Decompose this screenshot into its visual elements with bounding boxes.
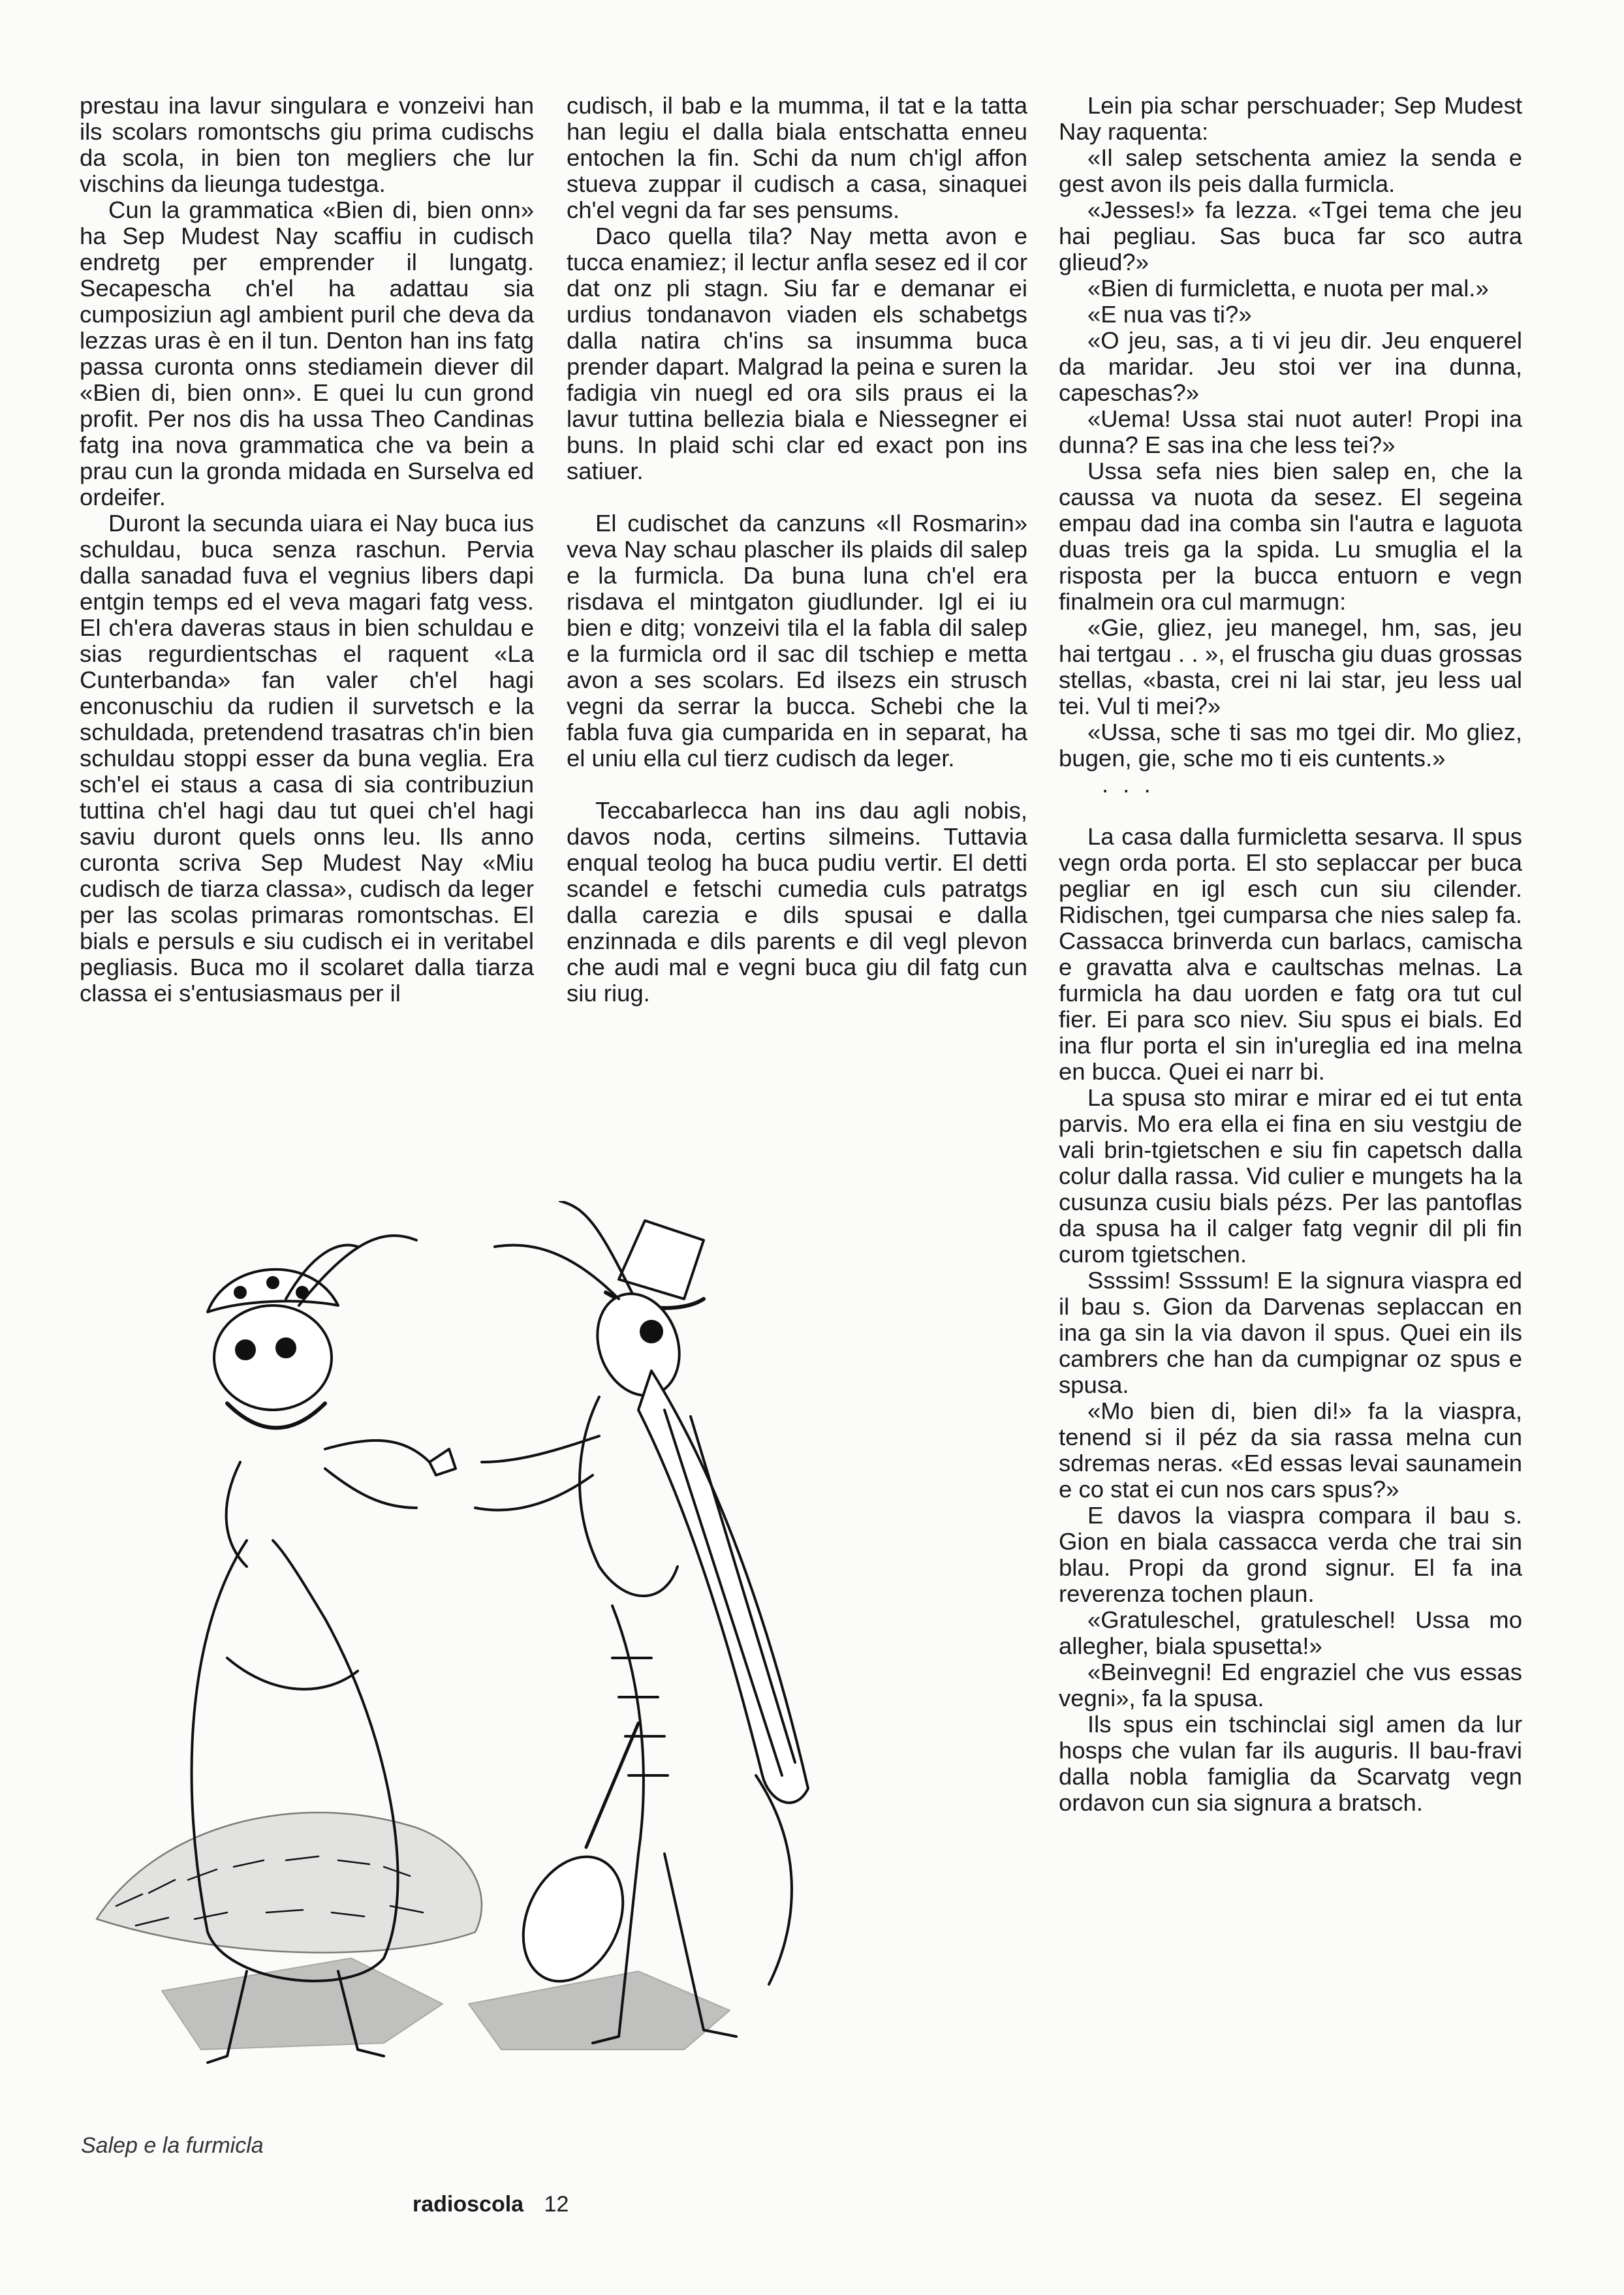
paragraph-spacer	[567, 772, 1027, 798]
paragraph: E davos la viaspra compara il bau s. Gion en biala cassacca verda che trai sin blau. Propi da grond signur. El fa ina reverenza tochen plaun.	[1059, 1502, 1522, 1607]
paragraph-spacer	[1059, 798, 1522, 824]
paragraph: La casa dalla furmicletta sesarva. Il spus vegn orda porta. El sto seplaccar per buca pegliar en igl esch cun siu cilender. Ridischen, tgei cumparsa che nies salep fa. Cassacca brinverda cun barlacs, camischa e gravatta alva e caultschas melnas. La furmicla ha dau uorden e fatg ora tut cul fier. Ei para sco niev. Siu spus ei bials. Ed ina flur porta el sin in'ureglia ed ina melna en bucca. Quei ei narr bi.	[1059, 823, 1522, 1085]
paragraph: «O jeu, sas, a ti vi jeu dir. Jeu enquerel da maridar. Jeu stoi ver ina dunna, capeschas?»	[1059, 327, 1522, 406]
illustration-grasshopper-and-ant	[77, 1201, 926, 2095]
leaf-pile	[97, 1813, 482, 1953]
paragraph-spacer	[567, 484, 1027, 510]
ellipsis-separator: . . .	[1102, 771, 1155, 798]
paragraph: La spusa sto mirar e mirar ed ei tut enta parvis. Mo era ella ei fina en siu vestgiu de vali brin-tgietschen e siu fin capetsch dalla colur dalla rassa. Vid culier e mungets ha la cusunza cusiu bials pézs. Per las pantoflas da spusa ha il calger fatg vegnir dil pli fin curom tgietschen.	[1059, 1084, 1522, 1268]
paragraph: «Uema! Ussa stai nuot auter! Propi ina dunna? E sas ina che less tei?»	[1059, 405, 1522, 458]
paragraph: Lein pia schar perschuader; Sep Mudest Nay raquenta:	[1059, 92, 1522, 145]
paragraph: prestau ina lavur singulara e vonzeivi han ils scolars romontschs giu prima cudischs da scola, in bien ton megliers che lur vischins da lieunga tudestga.	[80, 92, 534, 197]
text-column-left	[80, 93, 534, 1007]
paragraph: «Jesses!» fa lezza. «Tgei tema che jeu hai pegliau. Sas buca far sco autra glieud?»	[1059, 196, 1522, 275]
page-footer	[413, 2192, 569, 2217]
text-column-middle	[567, 93, 1027, 1007]
paragraph: «Ussa, sche ti sas mo tgei dir. Mo gliez, bugen, gie, sche mo ti eis cuntents.»	[1059, 719, 1522, 772]
page-number: 12	[544, 2192, 569, 2217]
magazine-name: radioscola	[413, 2192, 524, 2217]
text-column-right	[1059, 93, 1522, 1816]
illustration-caption: Salep e la furmicla	[81, 2133, 264, 2158]
paragraph: «Bien di furmicletta, e nuota per mal.»	[1087, 275, 1489, 302]
grasshopper-groom-figure	[475, 1201, 808, 2043]
paragraph: Ussa sefa nies bien salep en, che la caussa va nuota da sesez. El segeina empau dad ina comba sin l'autra e laguota duas treis ga la spida. Lu smuglia el la risposta per la bucca entuorn e vegn finalmein ora cul marmugn:	[1059, 458, 1522, 615]
paragraph: El cudischet da canzuns «Il Rosmarin» veva Nay schau plascher ils plaids dil salep e la furmicla. Da buna luna ch'el era risdava el mintgaton giudlunder. Igl ei iu bien e ditg; vonzeivi tila el la fabla dil salep e la furmicla ord il sac dil tschiep e metta avon a ses scolars. Ed ilsezs ein strusch vegni da serrar la bucca. Schebi che la fabla fuva gia cumparida en in separat, ha el uniu ella cul tierz cudisch da leger.	[567, 510, 1027, 772]
paragraph: Teccabarlecca han ins dau agli nobis, davos noda, certins silmeins. Tuttavia enqual teolog ha buca pudiu vertir. El detti scandel e fetschi cumedia culs patratgs dalla carezia e dils spusai e dalla enzinnada e dils parents e dil vegl plevon che audi mal e vegni buca giu dil fatg cun siu riug.	[567, 797, 1027, 1007]
paragraph: «Il salep setschenta amiez la senda e gest avon ils peis dalla furmicla.	[1059, 144, 1522, 197]
paragraph: «Beinvegni! Ed engraziel che vus essas vegni», fa la spusa.	[1059, 1659, 1522, 1711]
paragraph: «Mo bien di, bien di!» fa la viaspra, tenend si il péz da sia rassa melna cun sdremas neras. «Ed essas levai saunamein e co stat ei cun nos cars spus?»	[1059, 1397, 1522, 1503]
paragraph: cudisch, il bab e la mumma, il tat e la tatta han legiu el dalla biala entschatta enneu entochen la fin. Schi da num ch'igl affon stueva zuppar il cudisch a casa, sinaquei ch'el vegni da far ses pensums.	[567, 92, 1027, 223]
paragraph: «Gratuleschel, gratuleschel! Ussa mo allegher, biala spusetta!»	[1059, 1606, 1522, 1659]
paragraph: Ssssim! Ssssum! E la signura viaspra ed il bau s. Gion da Darvenas seplaccan en ina ga sin la via davon il spus. Quei ein ils cambrers che han da cumpignar oz spus e spusa.	[1059, 1267, 1522, 1398]
paragraph: Duront la secunda uiara ei Nay buca ius schuldau, buca senza raschun. Pervia dalla sanadad fuva el vegnius libers dapi entgin temps ed el veva magari fatg vess. El ch'era daveras staus in bien schuldau e sias regurdientschas el raquent «La Cunterbanda» fan valer ch'el hagi enconuschiu da rudien il survetsch e la schuldada, pretendend trasatras ch'in bien schuldau stoppi esser da buna veglia. Era sch'el ei staus a casa di sia contribuziun tuttina ch'el hagi dau tut quei ch'el hagi saviu duront quels onns leu. Ils anno curonta scriva Sep Mudest Nay «Miu cudisch de tiarza classa», cudisch da leger per las scolas primaras romontschas. El bials e persuls e siu cudisch ei in veritabel pegliasis. Buca mo il scolaret dalla tiarza classa ei s'entusiasmaus per il	[80, 510, 534, 1007]
paragraph: Cun la grammatica «Bien di, bien onn» ha Sep Mudest Nay scaffiu in cudisch endretg per emprender il lungatg. Secapescha ch'el ha adattau sia cumposiziun agl ambient puril che deva da lezzas uras è en il tun. Denton han ins fatg passa curonta onns stediamein diever dil «Bien di, bien onn». E quei lu cun grond profit. Per nos dis ha ussa Theo Candinas fatg ina nova grammatica che va bein a prau cun la gronda midada en Surselva ed ordeifer.	[80, 196, 534, 510]
paragraph: «Gie, gliez, jeu manegel, hm, sas, jeu hai tertgau . . », el fruscha giu duas grossas stellas, «basta, crei ni lai star, jeu less ual tei. Vul ti mei?»	[1059, 614, 1522, 719]
paragraph: Ils spus ein tschinclai sigl amen da lur hosps che vulan far ils auguris. Il bau-fravi dalla nobla famiglia da Scarvatg vegn ordavon cun sia signura a bratsch.	[1059, 1711, 1522, 1816]
paragraph: «E nua vas ti?»	[1087, 301, 1252, 328]
paragraph: Daco quella tila? Nay metta avon e tucca enamiez; il lectur anfla sesez ed il cor dat onz pli stagn. Siu far e demanar ei urdius tondanavon viaden els schabetgs dalla natira ch'ins sa insumma buca prender dapart. Malgrad la peina e suren la fadigia vin nuegl ed ora sils praus ei la lavur tuttina bellezia biala e Niessegner ei buns. In plaid schi clar ed exact pon ins satiuer.	[567, 223, 1027, 484]
